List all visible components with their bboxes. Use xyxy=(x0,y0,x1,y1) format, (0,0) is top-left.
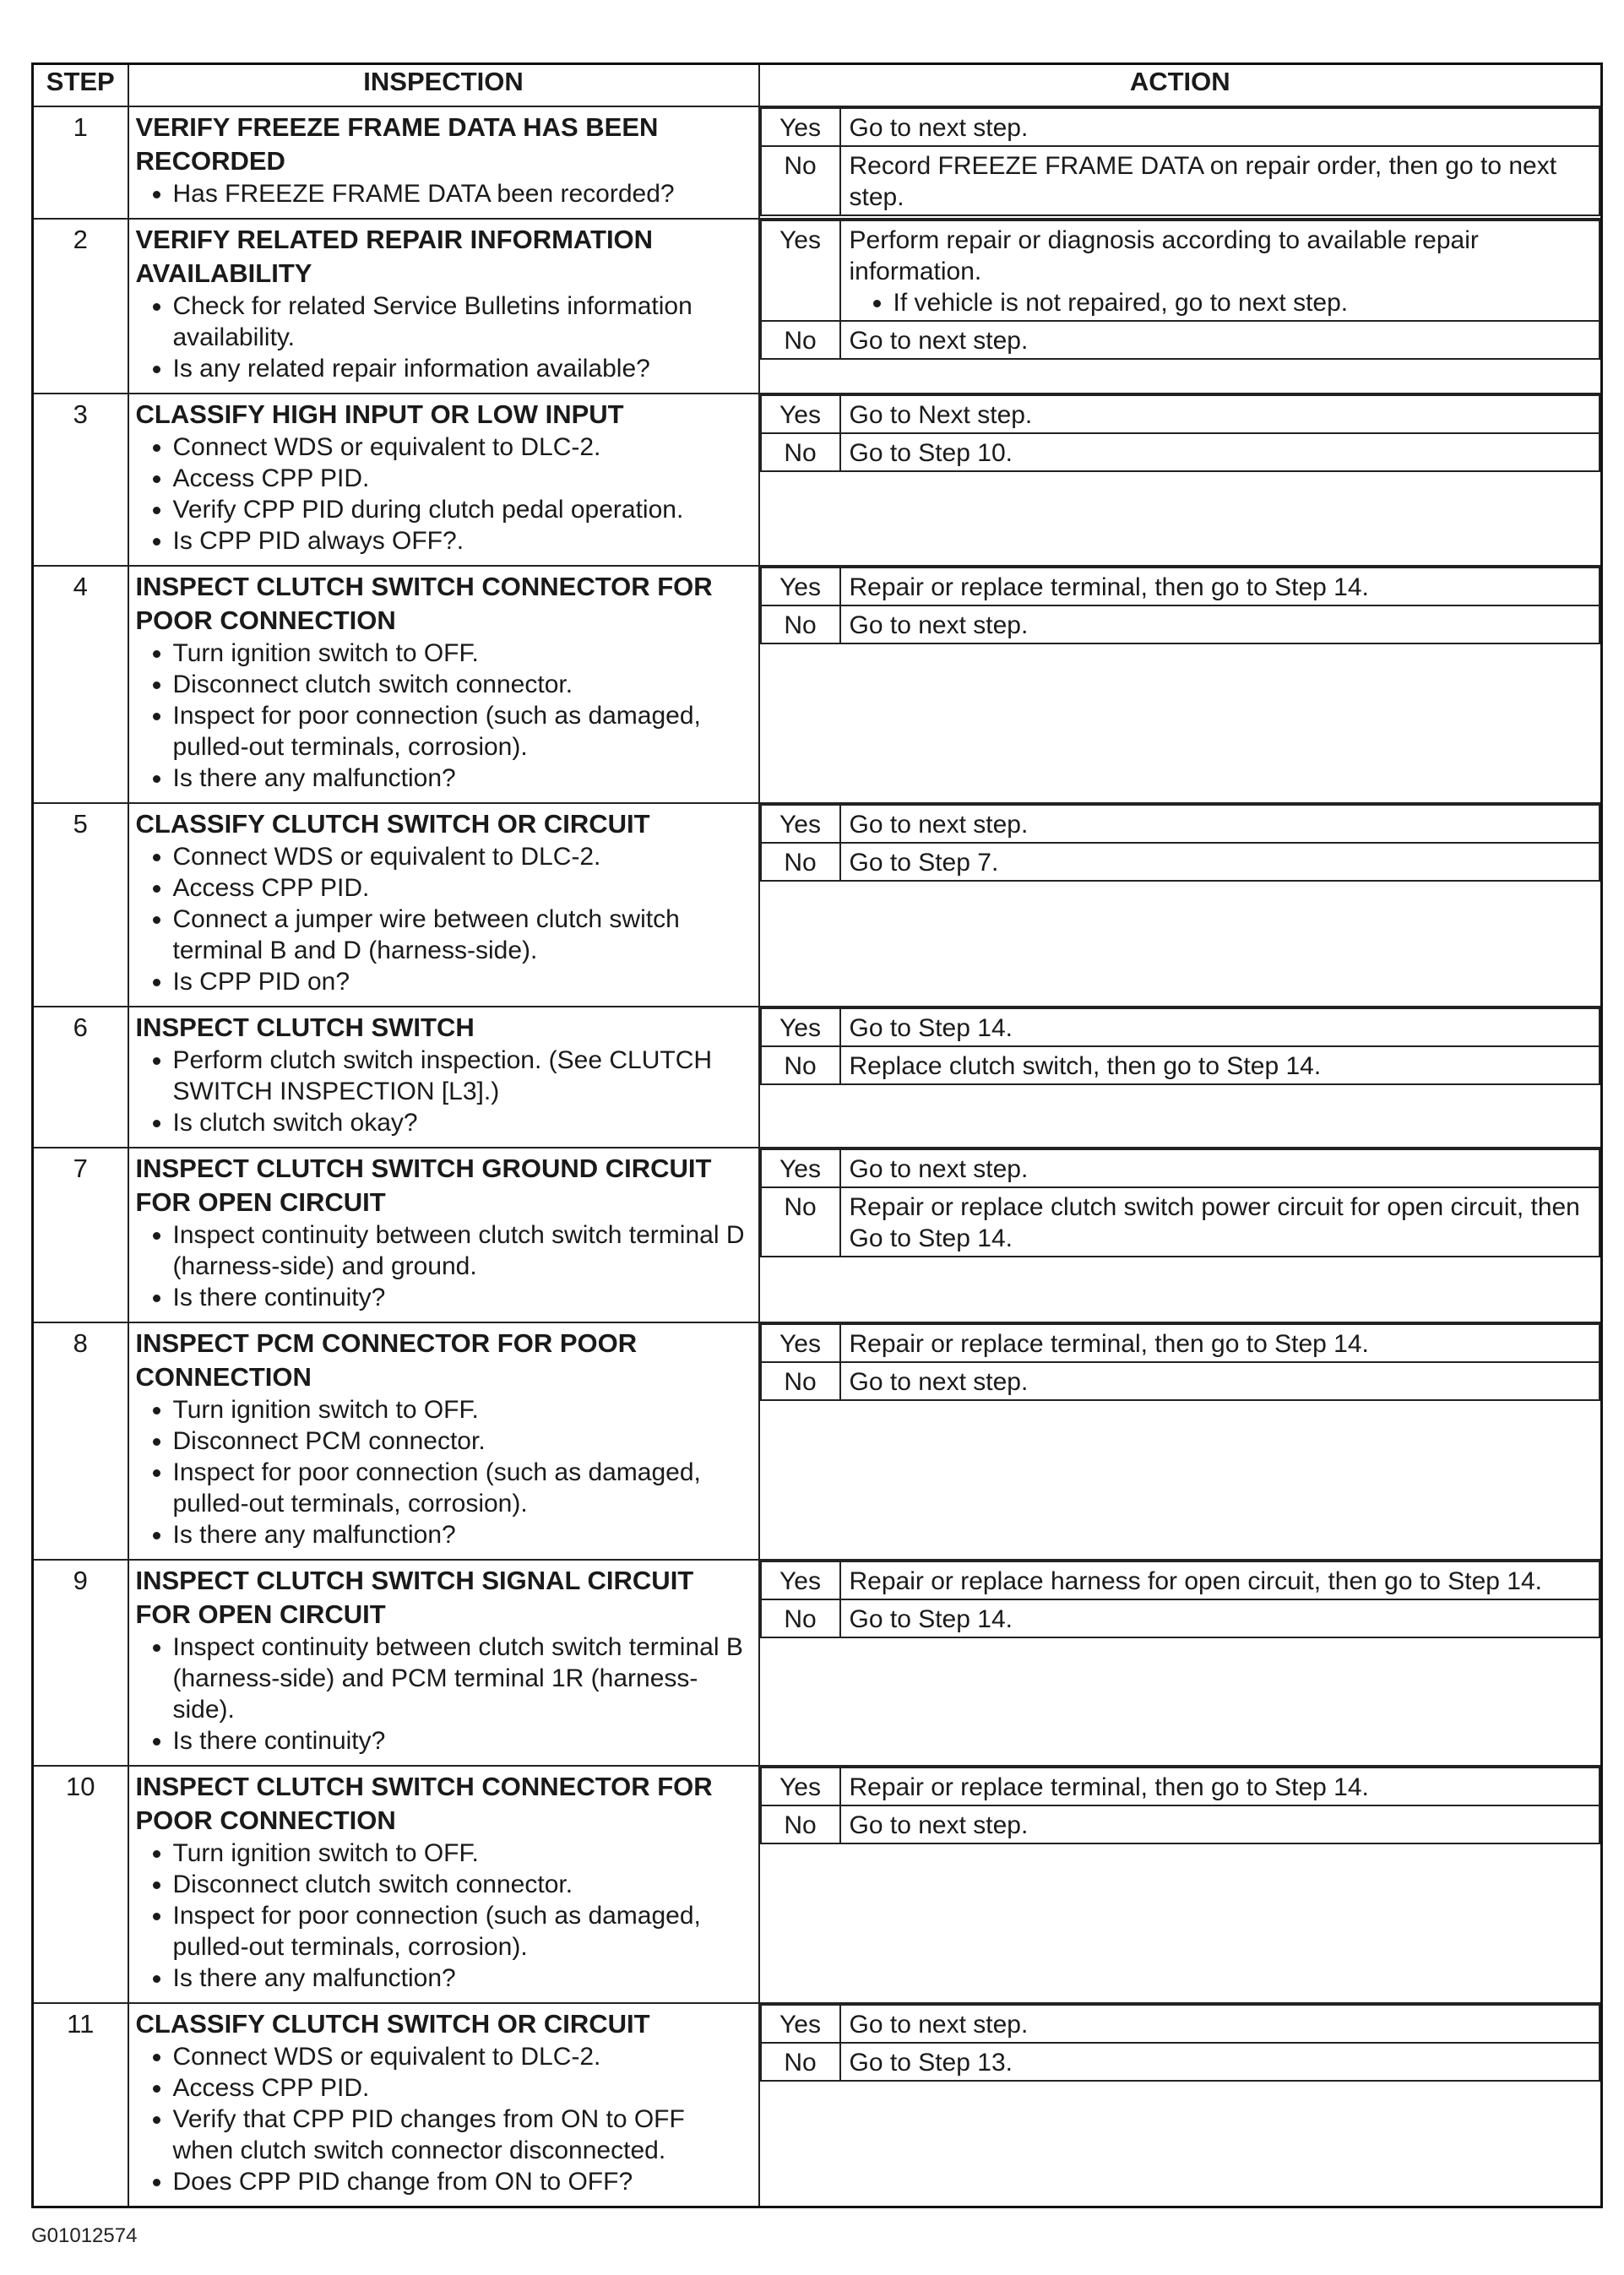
answer-no: No xyxy=(761,146,840,215)
action-yes-text: Repair or replace terminal, then go to Step 14. xyxy=(849,1773,1369,1801)
inspection-bullet: • Inspect for poor connection (such as damaged, pulled-out terminals, corrosion). xyxy=(173,1457,752,1519)
action-subtable xyxy=(760,804,1601,882)
action-subtable xyxy=(760,1323,1601,1401)
action-subtable xyxy=(760,567,1601,644)
inspection-bullet: • Is CPP PID on? xyxy=(173,966,752,997)
inspection-bullet: • Inspect continuity between clutch switch terminal B (harness-side) and PCM terminal 1R (harness-side). xyxy=(173,1632,752,1725)
action-no-row xyxy=(761,1805,1600,1843)
inspection-bullets xyxy=(136,1838,752,1994)
answer-yes: Yes xyxy=(761,1008,840,1046)
action-subtable xyxy=(760,1148,1601,1257)
inspection-bullet: • Inspect for poor connection (such as damaged, pulled-out terminals, corrosion). xyxy=(173,700,752,763)
table-header-row xyxy=(33,64,1602,107)
action-subtable xyxy=(760,1561,1601,1638)
action-cell xyxy=(759,1560,1602,1766)
inspection-bullet: • Perform clutch switch inspection. (See CLUTCH SWITCH INSPECTION [L3].) xyxy=(173,1045,752,1107)
table-row xyxy=(33,106,1602,219)
answer-yes: Yes xyxy=(761,1324,840,1362)
action-subtable xyxy=(760,220,1601,360)
action-cell xyxy=(759,106,1602,219)
action-no-row xyxy=(761,2043,1600,2081)
inspection-bullet: • Disconnect PCM connector. xyxy=(173,1425,752,1457)
inspection-cell xyxy=(128,1007,759,1148)
step-number: 8 xyxy=(33,1322,128,1560)
header-step: STEP xyxy=(33,64,128,107)
inspection-bullet: • Is there continuity? xyxy=(173,1282,752,1313)
inspection-title: INSPECT PCM CONNECTOR FOR POOR CONNECTION xyxy=(135,1328,638,1392)
action-yes-text-cell xyxy=(840,395,1600,433)
action-no-text: Replace clutch switch, then go to Step 14. xyxy=(840,1046,1600,1084)
action-yes-row xyxy=(761,395,1600,433)
inspection-bullets xyxy=(136,178,752,209)
action-yes-text-cell xyxy=(840,1561,1600,1599)
table-row xyxy=(33,1766,1602,2003)
action-no-row xyxy=(761,146,1600,215)
action-cell xyxy=(759,1766,1602,2003)
inspection-bullet: • Is CPP PID always OFF?. xyxy=(173,525,752,557)
step-number: 11 xyxy=(33,2003,128,2207)
action-cell xyxy=(759,1007,1602,1148)
inspection-bullet: • Access CPP PID. xyxy=(173,872,752,904)
action-no-text: Go to Step 13. xyxy=(840,2043,1600,2081)
action-yes-text-cell xyxy=(840,805,1600,843)
answer-no: No xyxy=(761,605,840,643)
answer-yes: Yes xyxy=(761,395,840,433)
action-subtable xyxy=(760,107,1601,216)
action-bullets xyxy=(850,287,1593,318)
inspection-bullet: • Has FREEZE FRAME DATA been recorded? xyxy=(173,178,752,209)
action-yes-row xyxy=(761,1767,1600,1805)
step-number: 2 xyxy=(33,219,128,394)
inspection-bullet: • Access CPP PID. xyxy=(173,463,752,494)
action-yes-row xyxy=(761,1324,1600,1362)
action-cell xyxy=(759,394,1602,566)
action-yes-text: Repair or replace terminal, then go to Step 14. xyxy=(849,573,1369,601)
answer-no: No xyxy=(761,1805,840,1843)
action-cell xyxy=(759,2003,1602,2207)
action-yes-text: Go to next step. xyxy=(849,2011,1029,2039)
inspection-bullets xyxy=(136,638,752,794)
header-inspection: INSPECTION xyxy=(128,64,759,107)
step-number: 5 xyxy=(33,803,128,1007)
table-row xyxy=(33,2003,1602,2207)
action-yes-text-cell xyxy=(840,108,1600,146)
action-yes-text-cell xyxy=(840,2005,1600,2043)
inspection-bullet: • Connect a jumper wire between clutch switch terminal B and D (harness-side). xyxy=(173,904,752,966)
action-no-row xyxy=(761,843,1600,881)
table-row xyxy=(33,219,1602,394)
step-number: 6 xyxy=(33,1007,128,1148)
answer-yes: Yes xyxy=(761,108,840,146)
table-row xyxy=(33,1560,1602,1766)
inspection-cell xyxy=(128,1322,759,1560)
action-yes-row xyxy=(761,1561,1600,1599)
action-cell xyxy=(759,219,1602,394)
inspection-bullets xyxy=(136,841,752,997)
action-bullet: • If vehicle is not repaired, go to next step. xyxy=(893,287,1593,318)
answer-no: No xyxy=(761,843,840,881)
inspection-title: CLASSIFY HIGH INPUT OR LOW INPUT xyxy=(135,399,624,429)
action-subtable xyxy=(760,394,1601,472)
inspection-bullet: • Inspect continuity between clutch switch terminal D (harness-side) and ground. xyxy=(173,1219,752,1282)
inspection-title: INSPECT CLUTCH SWITCH GROUND CIRCUIT FOR OPEN CIRCUIT xyxy=(135,1154,712,1217)
action-no-row xyxy=(761,321,1600,359)
table-body xyxy=(33,106,1602,2207)
action-no-text: Go to Step 10. xyxy=(840,433,1600,471)
answer-yes: Yes xyxy=(761,1767,840,1805)
action-yes-row xyxy=(761,1149,1600,1187)
inspection-bullet: • Is there any malfunction? xyxy=(173,763,752,794)
action-subtable xyxy=(760,1007,1601,1085)
action-no-row xyxy=(761,1362,1600,1400)
action-cell xyxy=(759,1148,1602,1322)
inspection-bullets xyxy=(136,1394,752,1550)
inspection-bullet: • Turn ignition switch to OFF. xyxy=(173,1838,752,1869)
answer-no: No xyxy=(761,1187,840,1257)
action-yes-text-cell xyxy=(840,1767,1600,1805)
table-row xyxy=(33,1007,1602,1148)
action-cell xyxy=(759,803,1602,1007)
action-no-row xyxy=(761,605,1600,643)
action-no-text: Record FREEZE FRAME DATA on repair order, then go to next step. xyxy=(840,146,1600,215)
answer-yes: Yes xyxy=(761,1149,840,1187)
inspection-bullet: • Turn ignition switch to OFF. xyxy=(173,1394,752,1425)
action-no-text: Go to Step 7. xyxy=(840,843,1600,881)
table-row xyxy=(33,566,1602,803)
inspection-title: CLASSIFY CLUTCH SWITCH OR CIRCUIT xyxy=(135,809,650,839)
inspection-title: INSPECT CLUTCH SWITCH SIGNAL CIRCUIT FOR OPEN CIRCUIT xyxy=(135,1566,694,1629)
action-subtable xyxy=(760,1767,1601,1844)
inspection-bullets xyxy=(136,290,752,384)
answer-no: No xyxy=(761,1362,840,1400)
table-row xyxy=(33,1148,1602,1322)
action-yes-text: Repair or replace terminal, then go to Step 14. xyxy=(849,1330,1369,1358)
inspection-bullet: • Is there any malfunction? xyxy=(173,1963,752,1994)
inspection-bullet: • Verify CPP PID during clutch pedal operation. xyxy=(173,494,752,525)
inspection-cell xyxy=(128,566,759,803)
inspection-title: INSPECT CLUTCH SWITCH CONNECTOR FOR POOR CONNECTION xyxy=(135,1772,713,1835)
inspection-cell xyxy=(128,394,759,566)
step-number: 1 xyxy=(33,106,128,219)
table-row xyxy=(33,394,1602,566)
action-yes-text: Go to Step 14. xyxy=(849,1014,1013,1042)
inspection-bullet: • Turn ignition switch to OFF. xyxy=(173,638,752,669)
action-yes-text: Perform repair or diagnosis according to available repair information. xyxy=(849,226,1479,285)
inspection-title: INSPECT CLUTCH SWITCH xyxy=(135,1013,475,1042)
answer-no: No xyxy=(761,2043,840,2081)
inspection-bullet: • Is clutch switch okay? xyxy=(173,1107,752,1138)
action-yes-row xyxy=(761,108,1600,146)
action-yes-row xyxy=(761,220,1600,321)
inspection-bullets xyxy=(136,432,752,557)
step-number: 10 xyxy=(33,1766,128,2003)
action-yes-row xyxy=(761,1008,1600,1046)
inspection-title: CLASSIFY CLUTCH SWITCH OR CIRCUIT xyxy=(135,2009,650,2039)
action-no-text: Go to next step. xyxy=(840,605,1600,643)
inspection-bullet: • Is any related repair information available? xyxy=(173,353,752,384)
inspection-bullet: • Disconnect clutch switch connector. xyxy=(173,1869,752,1900)
inspection-cell xyxy=(128,219,759,394)
action-yes-text-cell xyxy=(840,1008,1600,1046)
action-yes-text: Go to next step. xyxy=(849,114,1029,142)
action-yes-text: Go to Next step. xyxy=(849,401,1033,429)
inspection-title: VERIFY FREEZE FRAME DATA HAS BEEN RECORDED xyxy=(135,112,659,176)
inspection-cell xyxy=(128,1560,759,1766)
action-yes-text-cell xyxy=(840,567,1600,605)
action-yes-text: Go to next step. xyxy=(849,811,1029,839)
answer-yes: Yes xyxy=(761,2005,840,2043)
diagnostic-procedure-table xyxy=(31,62,1603,2208)
action-no-text: Go to next step. xyxy=(840,1805,1600,1843)
inspection-cell xyxy=(128,1766,759,2003)
action-no-row xyxy=(761,1599,1600,1637)
action-yes-row xyxy=(761,567,1600,605)
answer-no: No xyxy=(761,433,840,471)
answer-yes: Yes xyxy=(761,567,840,605)
action-yes-row xyxy=(761,2005,1600,2043)
action-yes-text: Go to next step. xyxy=(849,1155,1029,1183)
action-no-text: Repair or replace clutch switch power circuit for open circuit, then Go to Step 14. xyxy=(840,1187,1600,1257)
action-yes-text-cell xyxy=(840,220,1600,321)
action-no-text: Go to next step. xyxy=(840,1362,1600,1400)
table-row xyxy=(33,1322,1602,1560)
inspection-bullet: • Does CPP PID change from ON to OFF? xyxy=(173,2166,752,2197)
header-action: ACTION xyxy=(759,64,1602,107)
step-number: 7 xyxy=(33,1148,128,1322)
answer-no: No xyxy=(761,1599,840,1637)
inspection-bullet: • Disconnect clutch switch connector. xyxy=(173,669,752,700)
inspection-bullet: • Verify that CPP PID changes from ON to OFF when clutch switch connector disconnected. xyxy=(173,2104,752,2166)
answer-yes: Yes xyxy=(761,1561,840,1599)
inspection-bullet: • Connect WDS or equivalent to DLC-2. xyxy=(173,2041,752,2072)
table-row xyxy=(33,803,1602,1007)
answer-no: No xyxy=(761,1046,840,1084)
inspection-bullets xyxy=(136,1219,752,1313)
inspection-bullet: • Connect WDS or equivalent to DLC-2. xyxy=(173,432,752,463)
inspection-bullet: • Is there any malfunction? xyxy=(173,1519,752,1550)
step-number: 3 xyxy=(33,394,128,566)
inspection-bullets xyxy=(136,1045,752,1138)
action-no-row xyxy=(761,1046,1600,1084)
inspection-bullets xyxy=(136,1632,752,1756)
answer-yes: Yes xyxy=(761,220,840,321)
action-yes-row xyxy=(761,805,1600,843)
step-number: 4 xyxy=(33,566,128,803)
inspection-bullets xyxy=(136,2041,752,2197)
inspection-bullet: • Inspect for poor connection (such as damaged, pulled-out terminals, corrosion). xyxy=(173,1900,752,1963)
inspection-bullet: • Connect WDS or equivalent to DLC-2. xyxy=(173,841,752,872)
answer-yes: Yes xyxy=(761,805,840,843)
inspection-cell xyxy=(128,106,759,219)
inspection-title: INSPECT CLUTCH SWITCH CONNECTOR FOR POOR CONNECTION xyxy=(135,572,713,635)
inspection-cell xyxy=(128,803,759,1007)
inspection-cell xyxy=(128,2003,759,2207)
inspection-bullet: • Check for related Service Bulletins information availability. xyxy=(173,290,752,353)
action-cell xyxy=(759,566,1602,803)
action-cell xyxy=(759,1322,1602,1560)
action-no-text: Go to Step 14. xyxy=(840,1599,1600,1637)
action-yes-text: Repair or replace harness for open circuit, then go to Step 14. xyxy=(849,1567,1542,1595)
inspection-title: VERIFY RELATED REPAIR INFORMATION AVAILABILITY xyxy=(135,225,654,288)
inspection-cell xyxy=(128,1148,759,1322)
action-yes-text-cell xyxy=(840,1149,1600,1187)
inspection-bullet: • Access CPP PID. xyxy=(173,2072,752,2104)
action-no-row xyxy=(761,433,1600,471)
action-no-text: Go to next step. xyxy=(840,321,1600,359)
figure-id: G01012574 xyxy=(31,2224,138,2247)
action-subtable xyxy=(760,2004,1601,2082)
step-number: 9 xyxy=(33,1560,128,1766)
answer-no: No xyxy=(761,321,840,359)
action-no-row xyxy=(761,1187,1600,1257)
inspection-bullet: • Is there continuity? xyxy=(173,1725,752,1756)
action-yes-text-cell xyxy=(840,1324,1600,1362)
